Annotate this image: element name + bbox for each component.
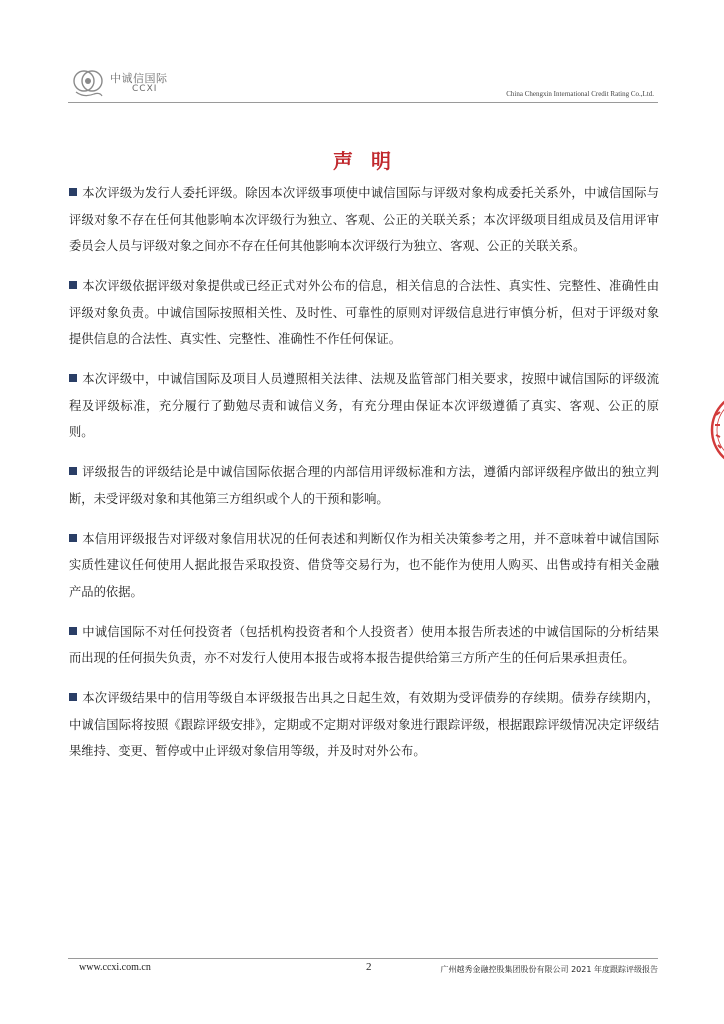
ccxi-logo-icon xyxy=(70,66,110,100)
square-bullet-icon xyxy=(69,627,77,635)
red-seal-stamp xyxy=(704,385,724,475)
paragraph-text: 本次评级为发行人委托评级。除因本次评级事项使中诚信国际与评级对象构成委托关系外，中诚信国际与评级对象不存在任何其他影响本次评级行为独立、客观、公正的关联关系；本次评级项目组成员及信用评审委员会人员与评级对象之间亦不存在任何其他影响本次评级行为独立、客观、公正的关联关系。 xyxy=(69,186,659,253)
company-english-name: China Chengxin International Credit Rating Co.,Ltd. xyxy=(506,90,654,98)
footer-report-title: 广州越秀金融控股集团股份有限公司 2021 年度跟踪评级报告 xyxy=(440,965,658,974)
logo-cn-text: 中诚信国际 xyxy=(110,72,168,85)
logo-en-text: CCXI xyxy=(132,84,158,94)
square-bullet-icon xyxy=(69,534,77,542)
page-title: 声明 xyxy=(333,149,409,173)
square-bullet-icon xyxy=(69,693,77,701)
footer-divider xyxy=(68,958,658,959)
paragraph-text: 本次评级结果中的信用等级自本评级报告出具之日起生效，有效期为受评债券的存续期。债券存续期内，中诚信国际将按照《跟踪评级安排》，定期或不定期对评级对象进行跟踪评级，根据跟踪评级情况决定评级结果维持、变更、暂停或中止评级对象信用等级，并及时对外公布。 xyxy=(69,691,659,758)
statement-body xyxy=(69,180,659,778)
ccxi-logo xyxy=(70,66,180,100)
footer-website: www.ccxi.com.cn xyxy=(79,962,151,973)
statement-paragraph xyxy=(69,619,659,672)
statement-paragraph xyxy=(69,526,659,606)
statement-paragraph xyxy=(69,366,659,446)
statement-paragraph xyxy=(69,459,659,512)
statement-paragraph xyxy=(69,685,659,765)
square-bullet-icon xyxy=(69,374,77,382)
square-bullet-icon xyxy=(69,467,77,475)
paragraph-text: 中诚信国际不对任何投资者（包括机构投资者和个人投资者）使用本报告所表述的中诚信国际的分析结果而出现的任何损失负责，亦不对发行人使用本报告或将本报告提供给第三方所产生的任何后果承担责任。 xyxy=(69,624,659,665)
paragraph-text: 本次评级依据评级对象提供或已经正式对外公布的信息，相关信息的合法性、真实性、完整性、准确性由评级对象负责。中诚信国际按照相关性、及时性、可靠性的原则对评级信息进行审慎分析，但对于评级对象提供信息的合法性、真实性、完整性、准确性不作任何保证。 xyxy=(69,279,659,346)
paragraph-text: 评级报告的评级结论是中诚信国际依据合理的内部信用评级标准和方法，遵循内部评级程序做出的独立判断，未受评级对象和其他第三方组织或个人的干预和影响。 xyxy=(69,465,659,506)
square-bullet-icon xyxy=(69,281,77,289)
statement-paragraph xyxy=(69,180,659,260)
header-divider xyxy=(68,102,658,103)
square-bullet-icon xyxy=(69,188,77,196)
statement-paragraph xyxy=(69,273,659,353)
paragraph-text: 本次评级中，中诚信国际及项目人员遵照相关法律、法规及监管部门相关要求，按照中诚信国际的评级流程及评级标准，充分履行了勤勉尽责和诚信义务，有充分理由保证本次评级遵循了真实、客观、公正的原则。 xyxy=(69,372,659,439)
page-number: 2 xyxy=(366,961,372,973)
paragraph-text: 本信用评级报告对评级对象信用状况的任何表述和判断仅作为相关决策参考之用，并不意味着中诚信国际实质性建议任何使用人据此报告采取投资、借贷等交易行为，也不能作为使用人购买、出售或持有相关金融产品的依据。 xyxy=(69,531,659,599)
